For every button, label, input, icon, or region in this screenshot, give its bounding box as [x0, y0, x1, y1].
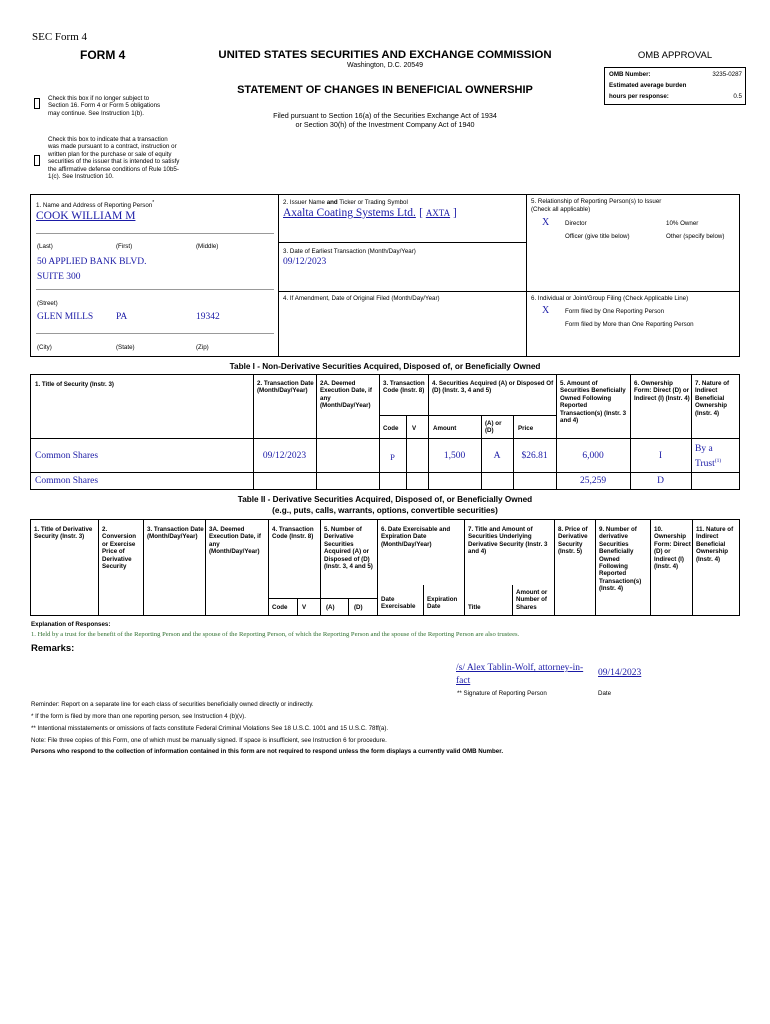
t2-h-form: 10. Ownership Form: Direct (D) or Indirect (I) (Instr. 4): [654, 526, 691, 571]
t1-sub-ad: (A) or (D): [485, 420, 502, 435]
remarks-label: Remarks:: [31, 643, 75, 654]
t2-h-price: 8. Price of Derivative Security (Instr. 5): [558, 526, 588, 556]
t1-h-date: 2. Transaction Date (Month/Day/Year): [257, 380, 314, 395]
director-checkmark[interactable]: X: [542, 217, 550, 228]
t2-sub-title: Title: [468, 604, 481, 611]
t1-r1-ad: A: [493, 451, 501, 461]
t2-sub-a: (A): [326, 604, 335, 611]
explanation-label: Explanation of Responses:: [31, 621, 111, 628]
t1-h-deemed: 2A. Deemed Execution Date, if any (Month/Day/Year): [320, 380, 372, 410]
no-longer-subject-text: Check this box if no longer subject to Section 16. Form 4 or Form 5 obligations may continue. See Instruction 1(b).: [48, 95, 161, 117]
t2-h-exercisable: 6. Date Exercisable and Expiration Date (Month/Day/Year): [381, 526, 451, 548]
city-label: (City): [37, 344, 52, 351]
t2-h-date: 3. Transaction Date (Month/Day/Year): [147, 526, 204, 541]
t2-sub-date-ex: Date Exercisable: [381, 596, 416, 611]
form-title: FORM 4: [80, 48, 126, 62]
ticker-link[interactable]: AXTA: [425, 208, 451, 218]
signature-link[interactable]: /s/ Alex Tablin-Wolf, attorney-in-fact: [456, 663, 584, 686]
t2-sub-code: Code: [272, 604, 288, 611]
t2-h-underlying: 7. Title and Amount of Securities Underlying Derivative Security (Instr. 3 and 4): [468, 526, 548, 556]
instruction-star-1: * If the form is filed by more than one reporting person, see Instruction 4 (b)(v).: [31, 713, 246, 720]
signature-date-label: Date: [598, 690, 612, 697]
t2-h-deemed: 3A. Deemed Execution Date, if any (Month/Day/Year): [209, 526, 261, 556]
instruction-note: Note: File three copies of this Form, one of which must be manually signed. If space is insufficient, see Instruction 6 for procedure.: [31, 737, 387, 744]
t1-r2-form: D: [657, 476, 664, 486]
relationship-check-label: (Check all applicable): [531, 206, 591, 213]
issuer-line: Axalta Coating Systems Ltd. [ AXTA ]: [283, 207, 457, 219]
other-label: Other (specify below): [666, 233, 725, 240]
street-label: (Street): [37, 300, 58, 307]
t1-sub-code: Code: [383, 425, 399, 432]
commission-location: Washington, D.C. 20549: [346, 62, 423, 69]
earliest-transaction-date: 09/12/2023: [283, 257, 327, 267]
t1-h-code: 3. Transaction Code (Instr. 8): [383, 380, 425, 395]
more-person-label: Form filed by More than One Reporting Person: [565, 321, 694, 328]
t2-sub-d: (D): [354, 604, 363, 611]
t1-h-owned: 5. Amount of Securities Beneficially Owned Following Reported Transaction(s) (Instr. 3 and 4): [560, 380, 627, 425]
t1-h-form: 6. Ownership Form: Direct (D) or Indirect (I) (Instr. 4): [634, 380, 690, 402]
reporting-person-name-link[interactable]: COOK WILLIAM M: [36, 210, 136, 222]
reminder-text: Reminder: Report on a separate line for each class of securities beneficially owned directly or indirectly.: [31, 701, 314, 708]
t2-sub-amount: Amount or Number of Shares: [516, 589, 548, 611]
t1-sub-amount: Amount: [433, 425, 457, 432]
instruction-star-2: ** Intentional misstatements or omissions of facts constitute Federal Criminal Violations See 18 U.S.C. 1001 and 15 U.S.C. 78ff(a).: [31, 725, 389, 732]
issuer-label: 2. Issuer Name and Ticker or Trading Symbol: [283, 199, 408, 206]
commission-title: UNITED STATES SECURITIES AND EXCHANGE COMMISSION: [218, 49, 552, 61]
issuer-name-link[interactable]: Axalta Coating Systems Ltd.: [283, 207, 416, 219]
t2-h-code: 4. Transaction Code (Instr. 8): [272, 526, 314, 541]
one-person-label: Form filed by One Reporting Person: [565, 308, 665, 315]
omb-number-value: 3235-0287: [712, 71, 742, 78]
zip-label: (Zip): [196, 344, 209, 351]
t2-sub-exp: Expiration Date: [427, 596, 458, 611]
t1-r1-price: $26.81: [521, 451, 548, 461]
filed-pursuant-line-2: or Section 30(h) of the Investment Company Act of 1940: [295, 120, 475, 129]
signature-label: ** Signature of Reporting Person: [457, 690, 547, 697]
earliest-transaction-label: 3. Date of Earliest Transaction (Month/Day/Year): [283, 248, 416, 255]
omb-approval-title: OMB APPROVAL: [637, 50, 713, 61]
reporting-person-label: 1. Name and Address of Reporting Person*: [36, 200, 155, 210]
amendment-label: 4. If Amendment, Date of Original Filed (Month/Day/Year): [283, 295, 440, 302]
filing-type-label: 6. Individual or Joint/Group Filing (Check Applicable Line): [531, 295, 689, 302]
table1-title: Table I - Non-Derivative Securities Acquired, Disposed of, or Beneficially Owned: [229, 362, 541, 371]
street-line-2: SUITE 300: [37, 272, 81, 282]
t2-h-derivative-owned: 9. Number of derivative Securities Beneficially Owned Following Reported Transaction(s) (Instr. 4): [599, 526, 642, 593]
t1-r1-title: Common Shares: [35, 451, 99, 461]
t1-r2-owned: 25,259: [579, 476, 607, 486]
signature-date-link[interactable]: 09/14/2023: [598, 668, 642, 678]
t1-r1-nature: By a Trust$^{(1)}$: [695, 444, 722, 470]
t2-h-title: 1. Title of Derivative Security (Instr. 3): [34, 526, 93, 541]
state-label: (State): [116, 344, 135, 351]
ten-percent-owner-label: 10% Owner: [666, 220, 699, 227]
omb-persons-notice: Persons who respond to the collection of information contained in this form are not required to respond unless the form displays a currently valid OMB Number.: [31, 748, 504, 755]
statement-title: STATEMENT OF CHANGES IN BENEFICIAL OWNERSHIP: [237, 84, 533, 96]
middle-name-label: (Middle): [196, 243, 219, 250]
t1-sub-price: Price: [518, 425, 534, 432]
omb-hours-value: 0.5: [733, 93, 742, 100]
no-longer-subject-checkbox[interactable]: [34, 98, 40, 109]
sec-form-label: SEC Form 4: [32, 31, 88, 43]
state-value: PA: [116, 312, 128, 322]
t1-h-securities: 4. Securities Acquired (A) or Disposed Of (D) (Instr. 3, 4 and 5): [432, 380, 554, 395]
t2-h-nature: 11. Nature of Indirect Beneficial Ownership (Instr. 4): [696, 526, 734, 563]
last-name-label: (Last): [37, 243, 53, 250]
t1-h-title: 1. Title of Security (Instr. 3): [35, 381, 114, 388]
director-label: Director: [565, 220, 587, 227]
first-name-label: (First): [116, 243, 133, 250]
officer-label: Officer (give title below): [565, 233, 630, 240]
t1-h-nature: 7. Nature of Indirect Beneficial Ownership (Instr. 4): [695, 380, 730, 417]
omb-burden-label: Estimated average burden: [609, 82, 687, 89]
filed-pursuant-line-1: Filed pursuant to Section 16(a) of the Securities Exchange Act of 1934: [273, 111, 497, 120]
t1-r2-title: Common Shares: [35, 476, 99, 486]
explanation-note-1: 1. Held by a trust for the benefit of the Reporting Person and the spouse of the Reporting Person, of which the Reporting Person and the spouse of the Reporting Person are also trustees.: [31, 631, 520, 638]
table2-title: Table II - Derivative Securities Acquired, Disposed of, or Beneficially Owned: [237, 495, 533, 504]
t2-sub-v: V: [302, 604, 307, 611]
rule-10b5-checkbox[interactable]: [34, 155, 40, 166]
omb-hours-label: hours per response:: [609, 93, 669, 100]
street-line-1: 50 APPLIED BANK BLVD.: [37, 257, 147, 267]
t1-sub-v: V: [412, 425, 417, 432]
rule-10b5-text: Check this box to indicate that a transaction was made pursuant to a contract, instruction or written plan for the purchase or sale of equity securities of the issuer that is intended to satisfy the affirmative defense conditions of Rule 10b5-1(c). See Instruction 10.: [48, 136, 180, 181]
t1-r1-code: P: [390, 452, 395, 462]
t2-h-conversion: 2. Conversion or Exercise Price of Derivative Security: [102, 526, 137, 571]
omb-number-label: OMB Number:: [609, 71, 651, 78]
t1-r1-form: I: [658, 451, 663, 461]
city-value: GLEN MILLS: [37, 312, 94, 322]
zip-value: 19342: [196, 312, 220, 322]
t1-r1-date: 09/12/2023: [262, 451, 307, 461]
t1-r1-owned: 6,000: [582, 451, 604, 461]
relationship-label: 5. Relationship of Reporting Person(s) to Issuer: [531, 198, 662, 205]
table2-subtitle: (e.g., puts, calls, warrants, options, convertible securities): [272, 506, 498, 515]
t2-h-number: 5. Number of Derivative Securities Acquired (A) or Disposed of (D) (Instr. 3, 4 and 5): [324, 526, 373, 571]
t1-r1-amount: 1,500: [443, 451, 466, 461]
one-person-checkmark[interactable]: X: [542, 305, 550, 316]
